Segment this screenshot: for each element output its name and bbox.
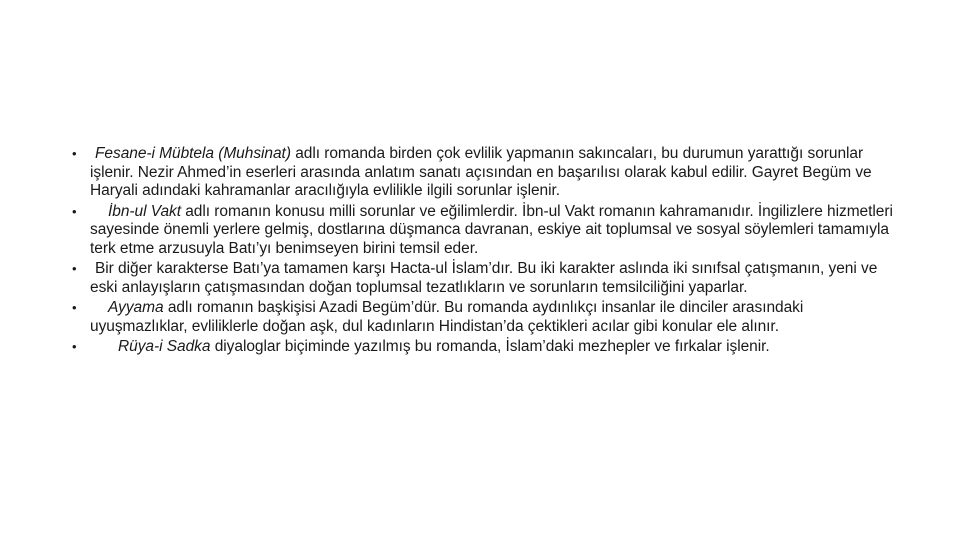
bullet-icon: • xyxy=(72,300,77,315)
bullet-item-ruya-i-sadka xyxy=(72,338,902,357)
bullet-item-ayyama xyxy=(72,299,902,336)
novel-title: Fesane-i Mübtela (Muhsinat) xyxy=(95,145,291,162)
novel-title: İbn-ul Vakt xyxy=(108,202,181,220)
bullet-item-fesane xyxy=(72,145,902,201)
bullet-icon: • xyxy=(72,261,77,276)
bullet-text: diyaloglar biçiminde yazılmış bu romanda, İslam’daki mezhepler ve fırkalar işlenir. xyxy=(210,338,770,355)
bullet-icon: • xyxy=(72,339,77,354)
bullet-text: Bir diğer karakterse Batı’ya tamamen karşı Hacta-ul İslam’dır. Bu iki karakter aslında iki sınıfsal çatışmanın, yeni ve eski anlayışların çatışmasından doğan toplumsal tezatlıkların ve sorunların temsilciliğini yaparlar. xyxy=(90,260,878,296)
bullet-list xyxy=(72,145,902,359)
bullet-item-hacta-ul-islam xyxy=(72,260,902,297)
bullet-text: adlı romanın konusu milli sorunlar ve eğilimlerdir. İbn-ul Vakt romanın kahramanıdır. İngilizlere hizmetleri sayesinde önemli yerlere gelmiş, dostlarına düşmanca davranan, eskiye ait toplumsal ve sosyal söylemleri tamamıyla terk etme arzusuyla Batı’yı benimseyen birini temsil eder. xyxy=(90,202,893,257)
bullet-icon: • xyxy=(72,203,77,219)
bullet-text: adlı romanın başkişisi Azadi Begüm’dür. Bu romanda aydınlıkçı insanlar ile dinciler arasındaki uyuşmazlıklar, evliliklerle doğan aşk, dul kadınların Hindistan’da çektikleri acılar gibi konular ele alınır. xyxy=(90,299,804,335)
novel-title: Ayyama xyxy=(108,299,164,316)
bullet-text: adlı romanda birden çok evlilik yapmanın sakıncaları, bu durumun yarattığı sorunlar işlenir. Nezir Ahmed’in eserleri arasında anlatım sanatı açısından en başarılısı olarak kabul edilir. Gayret Begüm ve Haryali adındaki kahramanlar aracılığıyla evlilikle ilgili sorunlar işlenir. xyxy=(90,145,872,199)
novel-title: Rüya-i Sadka xyxy=(118,338,211,355)
bullet-item-ibn-ul-vakt xyxy=(72,203,902,259)
bullet-icon: • xyxy=(72,146,77,161)
